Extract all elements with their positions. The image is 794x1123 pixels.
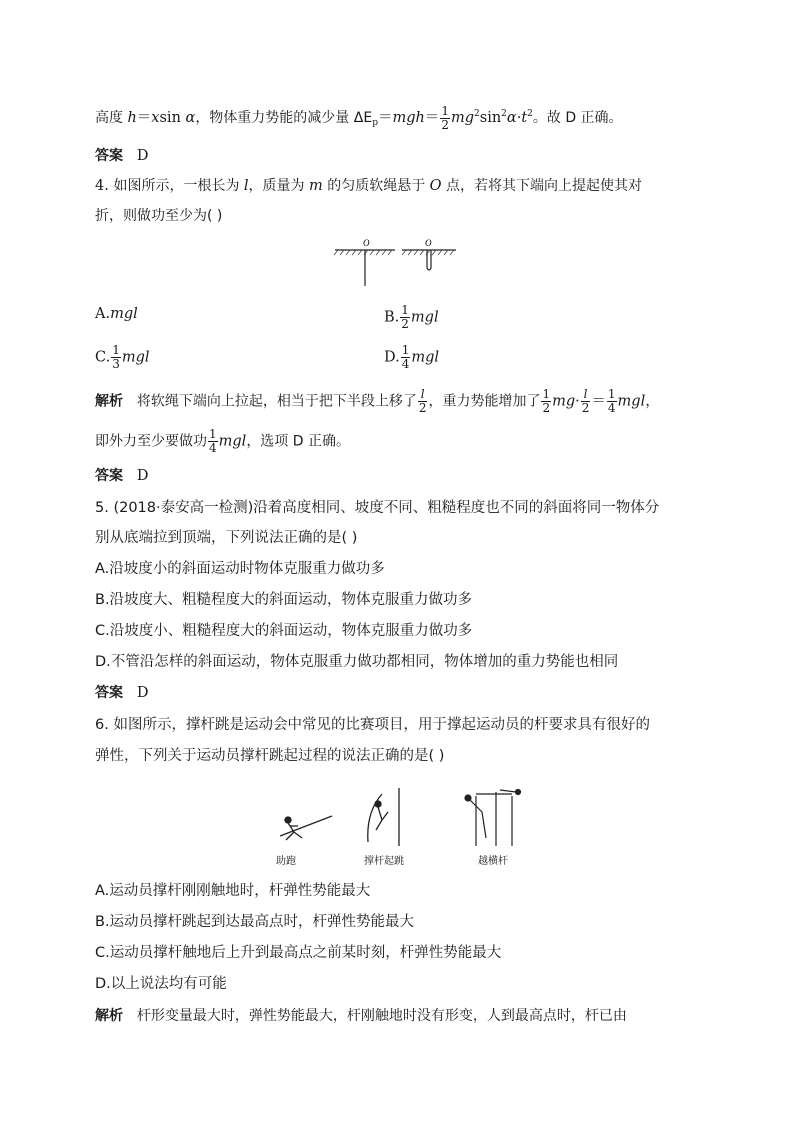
q6-option-c: C.运动员撑杆触地后上升到最高点之前某时刻，杆弹性势能最大 xyxy=(95,945,502,961)
text: ＝ xyxy=(377,110,393,126)
var-x: x xyxy=(151,110,160,126)
q6-option-b: B.运动员撑杆跳起到达最高点时，杆弹性势能最大 xyxy=(95,914,415,930)
analysis-label: 解析 xyxy=(95,393,123,410)
answer-label: 答案 xyxy=(95,685,123,701)
pole-vault-figure xyxy=(266,782,546,850)
fraction: $\frac{1}{4}$ xyxy=(401,343,410,371)
fraction: $\frac{1}{2}$ xyxy=(542,387,551,415)
q5-option-b: B.沿坡度大、粗糙程度大的斜面运动，物体克服重力做功多 xyxy=(95,592,473,608)
text: ＝ xyxy=(136,110,152,126)
q6-option-a: A.运动员撑杆刚刚触地时，杆弹性势能最大 xyxy=(95,883,371,899)
var-mgh: mgh xyxy=(392,110,425,126)
q6-analysis-line1: 解析 杆形变量最大时，弹性势能最大，杆刚触地时没有形变，人到最高点时，杆已由 xyxy=(95,1008,627,1024)
text: sin xyxy=(159,110,186,126)
fraction: $\frac{l}{2}$ xyxy=(418,387,427,415)
answer-value: D xyxy=(136,468,149,484)
q6-stem-line2: 弹性，下列关于运动员撑杆跳起过程的说法正确的是( ) xyxy=(95,748,445,764)
text: 高度 xyxy=(95,110,128,126)
q4-analysis-line2: 即外力至少要做功 $\frac{1}{4}$ mgl，选项 D 正确。 xyxy=(95,427,350,455)
q4-stem-line2: 折，则做功至少为( ) xyxy=(95,208,223,224)
fraction: $\frac{l}{2}$ xyxy=(581,387,590,415)
caption-clear-bar: 越横杆 xyxy=(478,856,508,867)
q4-option-a: A.mgl xyxy=(95,306,138,322)
q5-option-c: C.沿坡度小、粗糙程度大的斜面运动，物体克服重力做功多 xyxy=(95,623,473,639)
text: ，物体重力势能的减少量 ΔE xyxy=(195,110,373,126)
q5-answer xyxy=(95,683,148,703)
answer-value: D xyxy=(136,685,149,701)
vaulter-icon xyxy=(368,788,399,846)
fig-label-o1: O xyxy=(363,238,370,248)
q5-stem-line1: 5. (2018·泰安高一检测)沿着高度相同、坡度不同、粗糙程度也不同的斜面将同一物体分 xyxy=(95,500,660,516)
fig-label-o2: O xyxy=(425,238,432,248)
var-alpha: α xyxy=(185,110,196,126)
q5-stem-line2: 别从底端拉到顶端，下列说法正确的是( ) xyxy=(95,530,358,546)
q5-option-d: D.不管沿怎样的斜面运动，物体克服重力做功都相同，物体增加的重力势能也相同 xyxy=(95,654,619,670)
answer-value: D xyxy=(136,148,149,164)
var-mg: mg xyxy=(450,110,475,126)
fraction: $\frac{1}{4}$ xyxy=(607,387,616,415)
prev-solution-line: 高度 h＝xsin α，物体重力势能的减少量 $\Delta E_p=mgh=$ $\frac{1}{2}$ $mg^2\sin^2\alpha\cdot t^2$。故 D 正确。 xyxy=(95,103,623,132)
subscript-p: p xyxy=(372,118,378,128)
q6-stem-line1: 6. 如图所示，撑杆跳是运动会中常见的比赛项目，用于撑起运动员的杆要求具有很好的 xyxy=(95,717,650,733)
q4-analysis-line1: 解析 将软绳下端向上拉起，相当于把下半段上移了 $\frac{l}{2}$ ，重力势能增加了 $\frac{1}{2}$ mg· $\frac{l}{2}$ ＝ $\frac{1}{4}$ mgl， xyxy=(95,387,660,415)
var-h: h xyxy=(127,110,137,126)
q5-option-a: A.沿坡度小的斜面运动时物体克服重力做功多 xyxy=(95,561,385,577)
q6-option-d: D.以上说法均有可能 xyxy=(95,976,227,992)
fraction: $\frac{1}{2}$ xyxy=(441,103,449,132)
q4-option-b: B. $\frac{1}{2}$ mgl xyxy=(384,303,439,331)
bar-clear-icon xyxy=(465,790,521,847)
caption-takeoff: 撑杆起跳 xyxy=(364,856,404,867)
answer-label: 答案 xyxy=(95,148,123,164)
fraction: $\frac{1}{2}$ xyxy=(401,303,409,331)
answer-label: 答案 xyxy=(95,468,123,484)
prev-answer xyxy=(95,146,148,166)
fraction: $\frac{1}{3}$ xyxy=(112,343,120,371)
q4-stem-line1: 4. 如图所示，一根长为 l，质量为 m 的匀质软绳悬于 O 点，若将其下端向上提起使其对 xyxy=(95,178,642,194)
caption-run-up: 助跑 xyxy=(276,856,296,867)
q4-option-c: C. $\frac{1}{3}$ mgl xyxy=(95,343,150,371)
q4-answer xyxy=(95,466,148,486)
fraction: $\frac{1}{4}$ xyxy=(209,427,217,455)
text: ＝ xyxy=(424,110,440,126)
rope-figure xyxy=(330,236,460,288)
analysis-label: 解析 xyxy=(95,1008,123,1024)
q4-option-d: D. $\frac{1}{4}$ mgl xyxy=(384,343,440,371)
runner-icon xyxy=(280,816,332,840)
